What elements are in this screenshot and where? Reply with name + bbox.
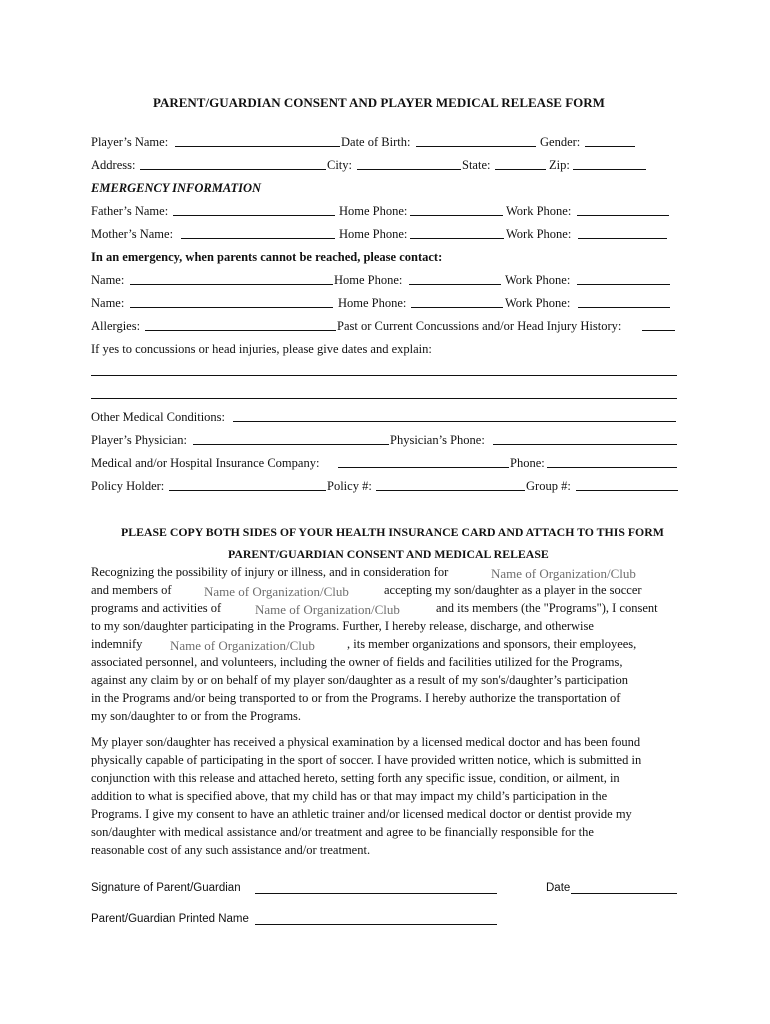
org-name-field-3[interactable]: Name of Organization/Club [255,602,400,617]
release-line-2b: accepting my son/daughter as a player in the soccer [384,583,642,597]
form-title: PARENT/GUARDIAN CONSENT AND PLAYER MEDICAL RELEASE FORM [153,95,605,110]
org-name-field-1[interactable]: Name of Organization/Club [491,566,636,581]
insurance-phone-field[interactable] [547,467,677,468]
father-home-phone-label: Home Phone: [339,204,408,218]
signature-label: Signature of Parent/Guardian [91,882,241,894]
physician-phone-field[interactable] [493,444,677,445]
printed-name-field[interactable] [255,924,497,925]
insurance-card-note: PLEASE COPY BOTH SIDES OF YOUR HEALTH INSURANCE CARD AND ATTACH TO THIS FORM [121,525,664,539]
policy-number-field[interactable] [376,490,525,491]
state-label: State: [462,158,491,172]
release-line-5b: , its member organizations and sponsors, their employees, [347,637,637,651]
mothers-name-label: Mother’s Name: [91,227,174,241]
players-name-label: Player’s Name: [91,135,169,149]
release-line-6: associated personnel, and volunteers, including the owner of fields and facilities utilized for the Programs, [91,655,623,669]
city-field[interactable] [357,169,461,170]
concussion-explain-label: If yes to concussions or head injuries, please give dates and explain: [91,342,432,356]
exam-line-6: son/daughter with medical assistance and/or treatment and agree to be financially responsible for the [91,825,594,839]
city-label: City: [327,158,353,172]
fathers-name-field[interactable] [173,215,335,216]
father-home-phone-field[interactable] [410,215,503,216]
date-of-birth-label: Date of Birth: [341,135,411,149]
printed-name-label: Parent/Guardian Printed Name [91,913,249,925]
insurance-company-field[interactable] [338,467,509,468]
gender-field[interactable] [585,146,635,147]
release-line-2a: and members of [91,583,172,597]
father-work-phone-label: Work Phone: [506,204,572,218]
contact2-home-phone-label: Home Phone: [338,296,407,310]
explain-line-1[interactable] [91,375,677,376]
other-conditions-label: Other Medical Conditions: [91,410,226,424]
physician-phone-label: Physician’s Phone: [390,433,485,447]
insurance-phone-label: Phone: [510,456,545,470]
explain-line-2[interactable] [91,398,677,399]
father-work-phone-field[interactable] [577,215,669,216]
state-field[interactable] [495,169,546,170]
mother-home-phone-label: Home Phone: [339,227,408,241]
emergency-contact-note: In an emergency, when parents cannot be reached, please contact: [91,250,443,264]
physician-label: Player’s Physician: [91,433,187,447]
signature-field[interactable] [255,893,497,894]
concussions-field[interactable] [642,330,675,331]
release-line-8: in the Programs and/or being transported to or from the Programs. I hereby authorize the transportation of [91,691,621,705]
exam-line-3: conjunction with this release and attached hereto, setting forth any specific issue, condition, or ailment, in [91,771,620,785]
release-line-4: to my son/daughter participating in the Programs. Further, I hereby release, discharge, and otherwise [91,619,594,633]
release-line-1: Recognizing the possibility of injury or illness, and in consideration for [91,565,449,579]
other-conditions-field[interactable] [233,421,676,422]
exam-line-5: Programs. I give my consent to have an athletic trainer and/or licensed medical doctor or dentist provide my [91,807,632,821]
contact1-work-phone-field[interactable] [577,284,670,285]
org-name-field-4[interactable]: Name of Organization/Club [170,638,315,653]
mother-work-phone-label: Work Phone: [506,227,572,241]
release-line-7: against any claim by or on behalf of my player son/daughter as a result of my son's/daughter’s participation [91,673,628,687]
allergies-field[interactable] [145,330,336,331]
contact2-work-phone-field[interactable] [578,307,670,308]
policy-holder-label: Policy Holder: [91,479,165,493]
release-line-5a: indemnify [91,637,143,651]
group-number-label: Group #: [526,479,571,493]
exam-line-1: My player son/daughter has received a physical examination by a licensed medical doctor and has been found [91,735,641,749]
allergies-label: Allergies: [91,319,141,333]
address-label: Address: [91,158,136,172]
date-label: Date [546,882,571,894]
contact1-name-label: Name: [91,273,125,287]
release-heading: PARENT/GUARDIAN CONSENT AND MEDICAL RELEASE [228,547,549,561]
contact1-work-phone-label: Work Phone: [505,273,571,287]
gender-label: Gender: [540,135,581,149]
policy-holder-field[interactable] [169,490,326,491]
mother-home-phone-field[interactable] [410,238,504,239]
address-field[interactable] [140,169,326,170]
zip-label: Zip: [549,158,570,172]
insurance-company-label: Medical and/or Hospital Insurance Company: [91,456,320,470]
contact1-home-phone-field[interactable] [409,284,501,285]
contact2-name-label: Name: [91,296,125,310]
players-name-field[interactable] [175,146,340,147]
policy-number-label: Policy #: [327,479,372,493]
mother-work-phone-field[interactable] [578,238,667,239]
exam-line-2: physically capable of participating in the sport of soccer. I have provided written notice, which is submitted in [91,753,642,767]
zip-field[interactable] [573,169,646,170]
contact2-name-field[interactable] [130,307,333,308]
org-name-field-2[interactable]: Name of Organization/Club [204,584,349,599]
concussions-label: Past or Current Concussions and/or Head Injury History: [337,319,622,333]
emergency-heading: EMERGENCY INFORMATION [91,181,262,195]
date-of-birth-field[interactable] [416,146,536,147]
release-line-9: my son/daughter to or from the Programs. [91,709,302,723]
contact2-work-phone-label: Work Phone: [505,296,571,310]
physician-field[interactable] [193,444,389,445]
date-field[interactable] [571,893,677,894]
group-number-field[interactable] [576,490,678,491]
release-line-3a: programs and activities of [91,601,222,615]
fathers-name-label: Father’s Name: [91,204,169,218]
release-line-3b: and its members (the "Programs"), I consent [436,601,658,615]
exam-line-7: reasonable cost of any such assistance and/or treatment. [91,843,371,857]
contact1-name-field[interactable] [130,284,333,285]
contact2-home-phone-field[interactable] [411,307,503,308]
mothers-name-field[interactable] [181,238,335,239]
contact1-home-phone-label: Home Phone: [334,273,403,287]
exam-line-4: addition to what is specified above, that my child has or that may impact my child’s participation in the [91,789,608,803]
